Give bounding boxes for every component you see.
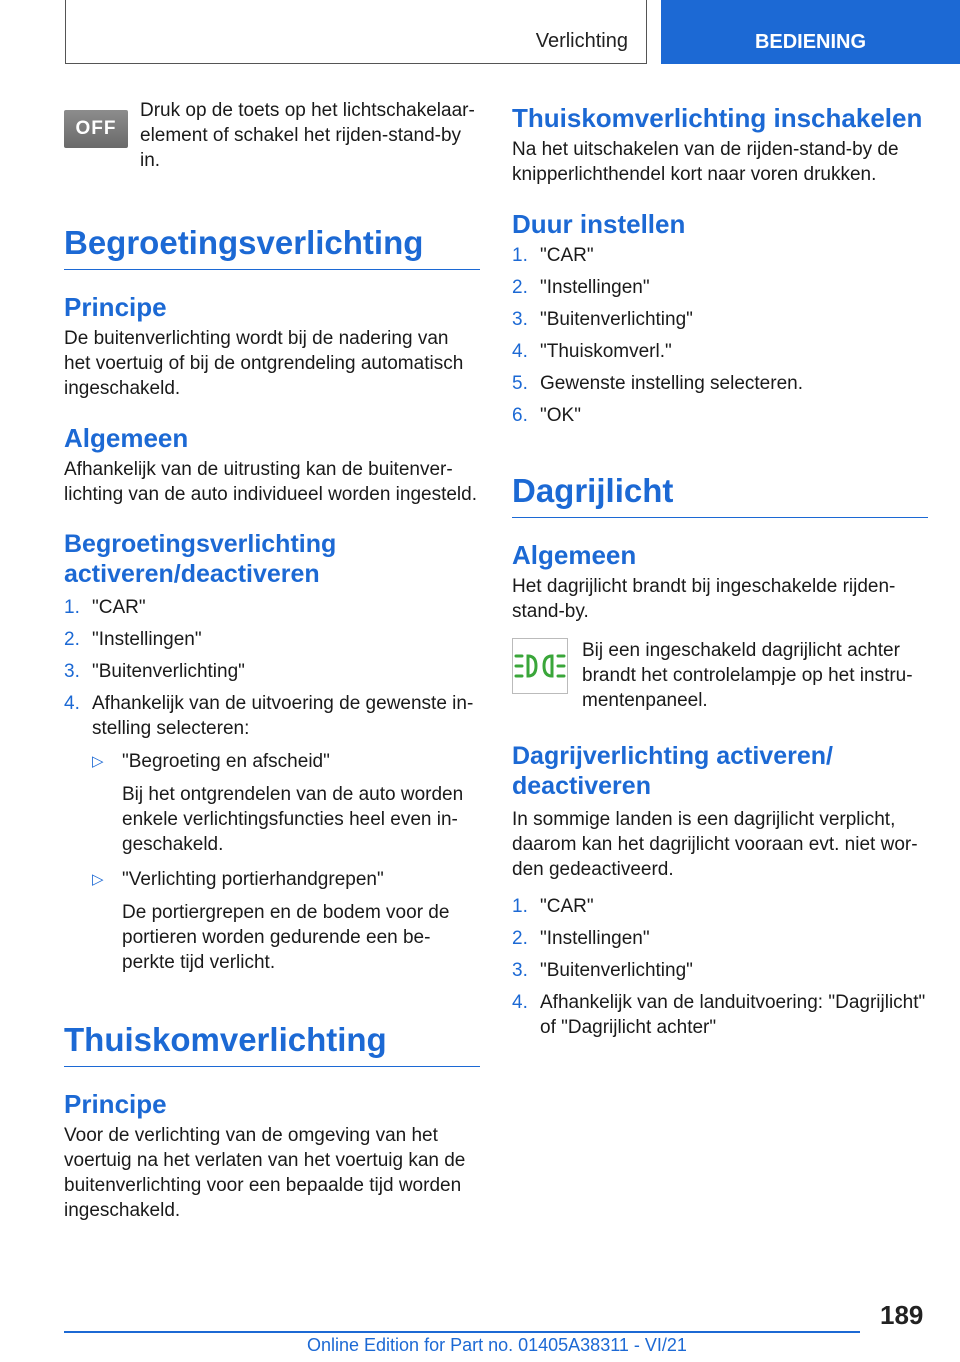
heading-drl-activate: Dagrijverlichting activeren/ deactiveren xyxy=(512,742,833,800)
right-column xyxy=(512,103,928,1047)
drl-steps-list xyxy=(512,894,928,1040)
drl-icon-text: Bij een ingeschakeld dagrijlicht achter brandt het controlelampje op het instru-mentenpaneel. xyxy=(582,640,913,711)
header-chapter-title: BEDIENING xyxy=(754,31,867,53)
header-chapter-tab xyxy=(661,0,960,64)
list-item: 2. "Instellingen" xyxy=(512,277,650,298)
duration-steps-list xyxy=(512,243,928,428)
list-item: 1. "CAR" xyxy=(64,597,146,618)
principle-text: De buitenverlichting wordt bij de nadering van het voertuig of bij de ontgrendeling automatisch ingeschakeld. xyxy=(64,328,464,399)
heading-principle: Principe xyxy=(64,292,167,322)
heading-home-on: Thuiskomverlichting inschakelen xyxy=(512,103,923,133)
list-item: 3. "Buitenverlichting" xyxy=(64,661,245,682)
daytime-running-light-icon xyxy=(512,638,568,694)
general-text: Afhankelijk van de uitrusting kan de buitenver-lichting van de auto individueel worden ingesteld. xyxy=(64,459,477,505)
off-button-icon xyxy=(64,110,128,148)
heading-home-lighting: Thuiskomverlichting xyxy=(64,1020,480,1067)
list-item: ▷ "Verlichting portierhandgrepen" De portiergrepen en de bodem voor de portieren worden gedurende een be-perkte tijd verlicht. xyxy=(92,869,450,973)
heading-principle: Principe xyxy=(64,1089,167,1119)
page-number: 189 xyxy=(880,1300,924,1330)
list-item: ▷ "Begroeting en afscheid" Bij het ontgrendelen van de auto worden enkele verlichtingsfuncties heel even in-geschakeld. xyxy=(92,751,464,855)
heading-duration: Duur instellen xyxy=(512,209,686,239)
intro-text: Druk op de toets op het lichtschakelaar-element of schakel het rijden-stand-by in. xyxy=(140,100,475,171)
header-section-title: Verlichting xyxy=(535,30,628,52)
list-item: 1. "CAR" xyxy=(512,896,594,917)
triangle-bullet-icon: ▷ xyxy=(92,753,104,770)
list-item: 3. "Buitenverlichting" xyxy=(512,309,693,330)
triangle-bullet-icon: ▷ xyxy=(92,871,104,888)
header-section-box xyxy=(65,0,647,64)
list-item: 4. Afhankelijk van de uitvoering de gewenste in-stelling selecteren: ▷ "Begroeting en afscheid" Bij het ontgrendelen van de auto worden enkele verlichtingsfuncties heel even in-geschakeld. ▷ "Verlichting portierhandgrepen" De portiergrepen en de bodem voor de portieren worden gedurende een be-perkte tijd verlicht. xyxy=(64,691,480,985)
left-column xyxy=(64,98,480,1223)
list-item: 2. "Instellingen" xyxy=(512,928,650,949)
list-item: 6. "OK" xyxy=(512,405,581,426)
footer-edition: Online Edition for Part no. 01405A38311 - VI/21 xyxy=(307,1335,687,1355)
list-item: 5. Gewenste instelling selecteren. xyxy=(512,373,803,394)
drl-activate-text: In sommige landen is een dagrijlicht verplicht, daarom kan het dagrijlicht vooraan evt. niet wor-den gedeactiveerd. xyxy=(512,809,918,880)
heading-daytime-running-lights: Dagrijlicht xyxy=(512,471,928,518)
home-on-text: Na het uitschakelen van de rijden-stand-by de knipperlichthendel kort naar voren drukken. xyxy=(512,139,899,185)
greeting-steps-list xyxy=(64,595,480,985)
greeting-options-list xyxy=(92,749,480,975)
drl-general-text: Het dagrijlicht brandt bij ingeschakelde rijden-stand-by. xyxy=(512,576,896,622)
list-item: 4. "Thuiskomverl." xyxy=(512,341,672,362)
heading-general: Algemeen xyxy=(512,540,637,570)
home-principle-text: Voor de verlichting van de omgeving van het voertuig na het verlaten van het voertuig kan de buitenverlichting voor een bepaalde tijd worden ingeschakeld. xyxy=(64,1125,466,1221)
heading-greeting-activate: Begroetingsverlichting activeren/deactiveren xyxy=(64,530,337,588)
off-icon-label: OFF xyxy=(75,118,117,139)
list-item: 2. "Instellingen" xyxy=(64,629,202,650)
list-item: 4. Afhankelijk van de landuitvoering: "Dagrijlicht" of "Dagrijlicht achter" xyxy=(512,992,926,1038)
list-item: 1. "CAR" xyxy=(512,245,594,266)
footer-divider xyxy=(64,1331,860,1333)
heading-greeting-lighting: Begroetingsverlichting xyxy=(64,223,480,270)
heading-general: Algemeen xyxy=(64,423,189,453)
list-item: 3. "Buitenverlichting" xyxy=(512,960,693,981)
